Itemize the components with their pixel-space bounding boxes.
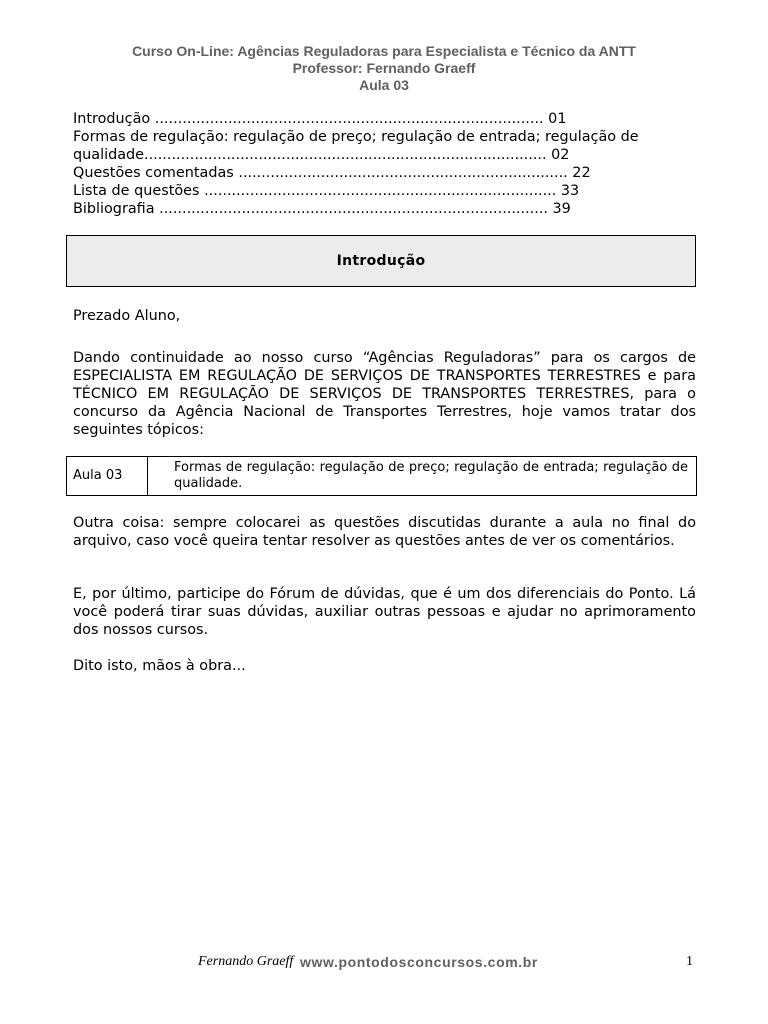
lesson-topics: Formas de regulação: regulação de preço; regulação de entrada; regulação de qualidade. — [174, 460, 688, 491]
greeting: Prezado Aluno, — [73, 308, 181, 324]
document-header — [0, 43, 768, 94]
questions-paragraph: Outra coisa: sempre colocarei as questões discutidas durante a aula no final do arquivo, caso você queira tentar resolver as questões antes de ver os comentários. — [73, 515, 696, 549]
toc-entry: qualidade........................................................................................ 02 — [73, 147, 570, 163]
lesson-topics-cell — [148, 457, 696, 495]
toc-entry: Questões comentadas ........................................................................ 22 — [73, 165, 591, 181]
page-number: 1 — [686, 954, 693, 969]
lesson-label-cell — [67, 457, 148, 495]
course-title: Curso On-Line: Agências Reguladoras para Especialista e Técnico da ANTT — [132, 43, 636, 59]
closing-line: Dito isto, mãos à obra... — [73, 658, 246, 674]
table-of-contents — [73, 110, 697, 218]
forum-paragraph: E, por último, participe do Fórum de dúvidas, que é um dos diferenciais do Ponto. Lá você poderá tirar suas dúvidas, auxiliar outras pessoas e ajudar no aprimoramento dos nossos cursos. — [73, 586, 696, 638]
toc-entry: Introdução ..................................................................................... 01 — [73, 111, 567, 127]
lesson-label: Aula 03 — [73, 468, 123, 483]
lesson-table — [66, 456, 697, 496]
footer-website: www.pontodosconcursos.com.br — [300, 954, 538, 970]
footer-author: Fernando Graeff — [198, 954, 294, 969]
toc-entry: Bibliografia ..................................................................................... 39 — [73, 201, 571, 217]
toc-entry: Formas de regulação: regulação de preço; regulação de entrada; regulação de — [73, 129, 639, 145]
lesson-number: Aula 03 — [359, 77, 409, 93]
section-title: Introdução — [336, 253, 426, 269]
intro-paragraph: Dando continuidade ao nosso curso “Agências Reguladoras” para os cargos de ESPECIALISTA EM REGULAÇÃO DE SERVIÇOS DE TRANSPORTES TERRESTRES e para TÉCNICO EM REGULAÇÃO DE SERVIÇOS DE TRANSPORTES TERRESTRES, para o concurso da Agência Nacional de Transportes Terrestres, hoje vamos tratar dos seguintes tópicos: — [73, 350, 696, 438]
document-footer — [0, 954, 768, 974]
section-heading — [66, 235, 696, 287]
professor-name: Professor: Fernando Graeff — [292, 60, 476, 76]
toc-entry: Lista de questões ............................................................................. 33 — [73, 183, 580, 199]
